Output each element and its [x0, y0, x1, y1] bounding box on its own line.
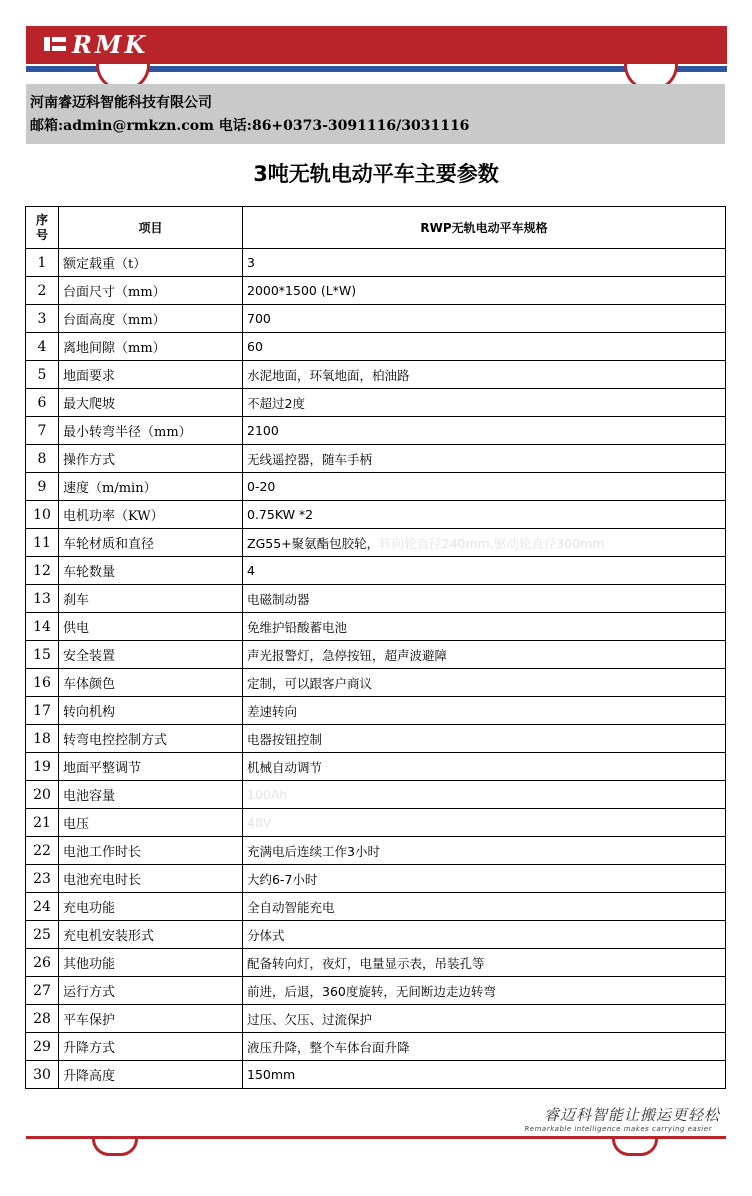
row-spec [243, 445, 726, 473]
row-spec [243, 669, 726, 697]
row-number: 5 [26, 361, 59, 389]
row-spec-value: ZG55+聚氨酯包胶轮， [247, 535, 380, 551]
table-row [26, 389, 726, 417]
table-row [26, 249, 726, 277]
row-number: 15 [26, 641, 59, 669]
row-number: 11 [26, 529, 59, 557]
table-row [26, 697, 726, 725]
rmk-logo-icon [44, 35, 66, 53]
row-item: 电池充电时长 [59, 865, 243, 893]
row-item: 车轮材质和直径 [59, 529, 243, 557]
row-spec-value: 3 [247, 255, 255, 270]
row-item: 地面要求 [59, 361, 243, 389]
header-spec: RWP无轨电动平车规格 [243, 207, 726, 249]
row-number: 8 [26, 445, 59, 473]
table-row [26, 417, 726, 445]
row-spec [243, 1005, 726, 1033]
row-spec [243, 557, 726, 585]
row-item: 运行方式 [59, 977, 243, 1005]
row-item: 额定载重（t） [59, 249, 243, 277]
row-number: 4 [26, 333, 59, 361]
footer-slogan-en: Remarkable intelligence makes carrying easier [524, 1125, 712, 1133]
row-spec-value: 定制，可以跟客户商议 [247, 675, 373, 691]
row-spec [243, 809, 726, 837]
row-spec [243, 893, 726, 921]
row-spec-value: 免维护铅酸蓄电池 [247, 619, 348, 635]
row-number: 6 [26, 389, 59, 417]
company-name: 河南睿迈科智能科技有限公司 [30, 95, 212, 111]
row-item: 供电 [59, 613, 243, 641]
table-row [26, 361, 726, 389]
table-row [26, 277, 726, 305]
row-spec [243, 305, 726, 333]
row-spec-value: 不超过2度 [247, 395, 305, 411]
header-seq: 序 号 [26, 207, 59, 249]
row-item: 刹车 [59, 585, 243, 613]
row-number: 21 [26, 809, 59, 837]
row-spec [243, 473, 726, 501]
row-number: 23 [26, 865, 59, 893]
row-spec [243, 949, 726, 977]
table-row [26, 753, 726, 781]
row-spec-value: 2100 [247, 423, 279, 438]
row-item: 台面高度（mm） [59, 305, 243, 333]
row-item: 地面平整调节 [59, 753, 243, 781]
row-spec [243, 333, 726, 361]
row-number: 9 [26, 473, 59, 501]
row-spec-value: 全自动智能充电 [247, 899, 335, 915]
row-spec [243, 529, 726, 557]
row-number: 18 [26, 725, 59, 753]
footer-slogan: 睿迈科智能让搬运更轻松 [543, 1106, 720, 1124]
row-spec [243, 1033, 726, 1061]
row-number: 30 [26, 1061, 59, 1089]
row-number: 2 [26, 277, 59, 305]
table-row [26, 473, 726, 501]
row-item: 车体颜色 [59, 669, 243, 697]
row-spec [243, 389, 726, 417]
logo-text: RMK [72, 29, 149, 59]
row-spec [243, 501, 726, 529]
row-spec-value: 配备转向灯，夜灯，电量显示表，吊装孔等 [247, 955, 485, 971]
table-row [26, 1061, 726, 1089]
table-row [26, 669, 726, 697]
row-spec-value: 过压、欠压、过流保护 [247, 1011, 373, 1027]
table-row [26, 557, 726, 585]
row-spec [243, 613, 726, 641]
row-spec-value: 2000*1500 (L*W) [247, 283, 357, 298]
row-spec [243, 697, 726, 725]
table-row [26, 781, 726, 809]
header-item: 项目 [59, 207, 243, 249]
footer-arc-left [92, 1139, 138, 1156]
table-row [26, 893, 726, 921]
spec-table [25, 206, 726, 1089]
row-spec [243, 977, 726, 1005]
row-spec-value: 前进，后退，360度旋转，无间断边走边转弯 [247, 983, 496, 999]
table-row [26, 977, 726, 1005]
row-item: 电池容量 [59, 781, 243, 809]
row-item: 最大爬坡 [59, 389, 243, 417]
row-item: 充电功能 [59, 893, 243, 921]
row-number: 19 [26, 753, 59, 781]
row-item: 台面尺寸（mm） [59, 277, 243, 305]
row-spec-value: 700 [247, 311, 271, 326]
row-spec-value: 0-20 [247, 479, 276, 494]
row-item: 速度（m/min） [59, 473, 243, 501]
row-item: 转弯电控控制方式 [59, 725, 243, 753]
row-item: 平车保护 [59, 1005, 243, 1033]
table-row [26, 949, 726, 977]
row-spec-value: 150mm [247, 1067, 296, 1082]
table-row [26, 921, 726, 949]
contact-line: 邮箱:admin@rmkzn.com 电话:86+0373-3091116/3031116 [30, 118, 470, 134]
row-number: 10 [26, 501, 59, 529]
table-header-row [26, 207, 726, 249]
row-spec-value: 分体式 [247, 927, 285, 943]
row-number: 27 [26, 977, 59, 1005]
row-spec-value: 机械自动调节 [247, 759, 323, 775]
row-spec [243, 725, 726, 753]
table-row [26, 641, 726, 669]
row-number: 3 [26, 305, 59, 333]
table-row [26, 305, 726, 333]
table-row [26, 501, 726, 529]
row-number: 28 [26, 1005, 59, 1033]
table-row [26, 725, 726, 753]
table-row [26, 1005, 726, 1033]
row-spec-value: 4 [247, 563, 255, 578]
row-item: 电压 [59, 809, 243, 837]
table-row [26, 865, 726, 893]
row-item: 最小转弯半径（mm） [59, 417, 243, 445]
row-item: 升降高度 [59, 1061, 243, 1089]
row-number: 22 [26, 837, 59, 865]
row-number: 29 [26, 1033, 59, 1061]
row-item: 离地间隙（mm） [59, 333, 243, 361]
row-item: 电池工作时长 [59, 837, 243, 865]
row-spec-faint: 100Ah [247, 787, 288, 802]
row-spec [243, 753, 726, 781]
page-title: 3吨无轨电动平车主要参数 [253, 162, 499, 186]
row-spec [243, 837, 726, 865]
row-item: 其他功能 [59, 949, 243, 977]
row-spec-value: 电磁制动器 [247, 591, 310, 607]
row-item: 转向机构 [59, 697, 243, 725]
table-row [26, 1033, 726, 1061]
row-spec-value: 大约6-7小时 [247, 871, 318, 887]
table-row [26, 585, 726, 613]
row-item: 电机功率（KW） [59, 501, 243, 529]
row-number: 17 [26, 697, 59, 725]
row-number: 1 [26, 249, 59, 277]
row-spec-value: 充满电后连续工作3小时 [247, 843, 380, 859]
row-spec-value: 水泥地面，环氧地面，柏油路 [247, 367, 410, 383]
row-spec-value: 声光报警灯，急停按钮，超声波避障 [247, 647, 448, 663]
row-spec-value: 0.75KW *2 [247, 507, 314, 522]
row-item: 车轮数量 [59, 557, 243, 585]
row-item: 安全装置 [59, 641, 243, 669]
rmk-logo [44, 31, 148, 57]
row-spec [243, 585, 726, 613]
row-spec [243, 641, 726, 669]
row-spec-faint: 48V [247, 815, 272, 830]
row-number: 12 [26, 557, 59, 585]
row-spec [243, 1061, 726, 1089]
row-number: 25 [26, 921, 59, 949]
row-spec-value: 差速转向 [247, 703, 298, 719]
row-spec [243, 921, 726, 949]
row-number: 20 [26, 781, 59, 809]
brand-footer [26, 1100, 726, 1160]
row-spec-value: 无线遥控器，随车手柄 [247, 451, 373, 467]
row-item: 充电机安装形式 [59, 921, 243, 949]
row-number: 13 [26, 585, 59, 613]
row-spec [243, 361, 726, 389]
table-row [26, 333, 726, 361]
table-row [26, 613, 726, 641]
row-spec-value: 60 [247, 339, 263, 354]
company-info-band [26, 84, 725, 144]
row-spec-value: 液压升降，整个车体台面升降 [247, 1039, 410, 1055]
row-spec [243, 417, 726, 445]
row-spec-faint: 转向轮直径240mm,驱动轮直径300mm [379, 535, 605, 551]
brand-header [26, 26, 727, 83]
table-row [26, 837, 726, 865]
row-number: 7 [26, 417, 59, 445]
row-item: 升降方式 [59, 1033, 243, 1061]
table-row [26, 445, 726, 473]
row-spec [243, 249, 726, 277]
row-item: 操作方式 [59, 445, 243, 473]
row-number: 24 [26, 893, 59, 921]
row-number: 14 [26, 613, 59, 641]
row-number: 26 [26, 949, 59, 977]
footer-arc-right [612, 1139, 658, 1156]
row-spec-value: 电器按钮控制 [247, 731, 323, 747]
table-row [26, 809, 726, 837]
row-spec [243, 781, 726, 809]
row-spec [243, 865, 726, 893]
row-spec [243, 277, 726, 305]
table-row [26, 529, 726, 557]
row-number: 16 [26, 669, 59, 697]
